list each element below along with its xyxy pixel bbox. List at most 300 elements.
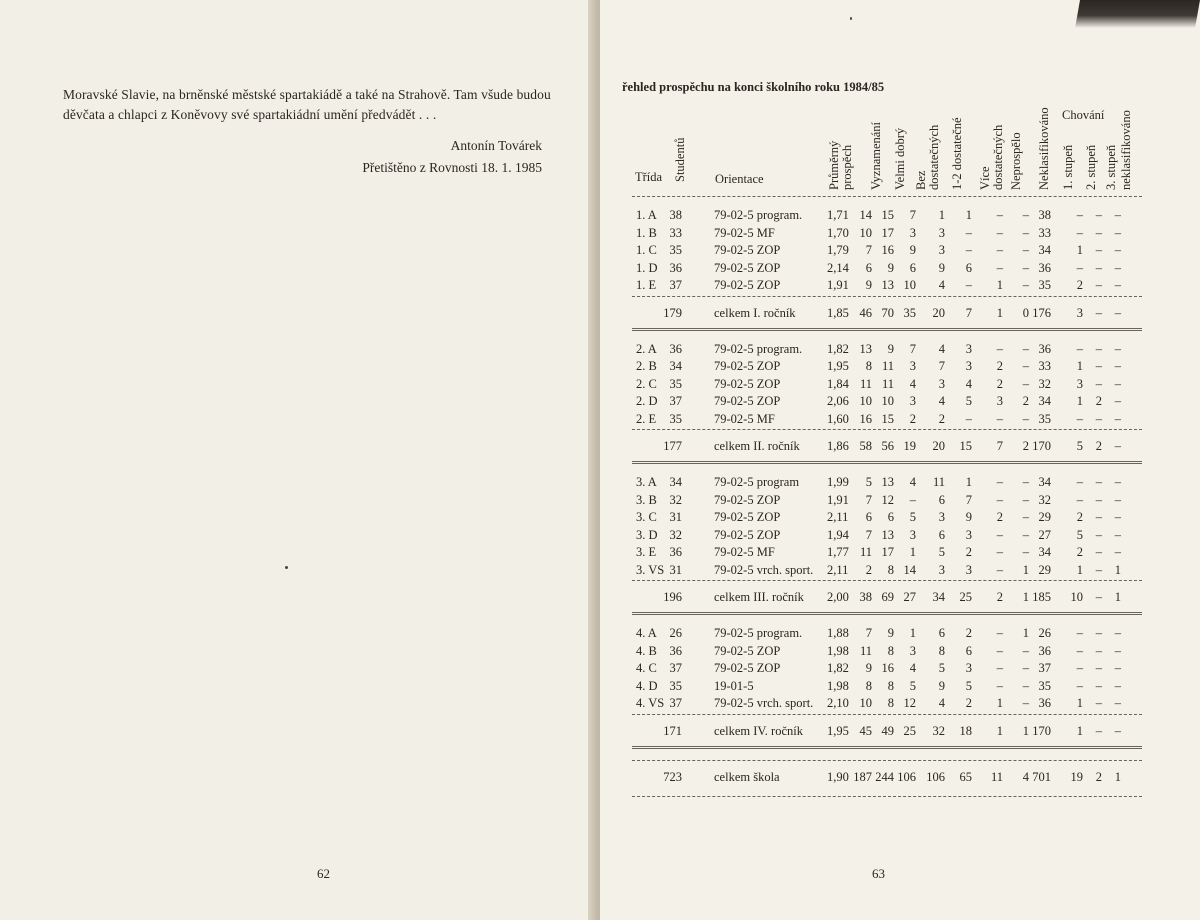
right-page <box>600 0 1200 920</box>
grade-value: 8 <box>865 359 872 373</box>
average-grade: 1,84 <box>827 376 849 391</box>
grade-value: 3 <box>938 510 945 524</box>
grade-value: – <box>1095 678 1102 693</box>
grade-value: – <box>965 278 972 292</box>
grade-value: – <box>1095 545 1102 559</box>
total-value: 15 <box>959 439 972 453</box>
average-grade: 1,82 <box>827 661 849 675</box>
average-grade: 1,91 <box>827 278 849 292</box>
section-rule <box>632 461 1142 464</box>
total-average: 1,90 <box>827 769 849 784</box>
grade-value: 5 <box>965 678 972 693</box>
grade-value: – <box>1114 341 1121 356</box>
grade-value: 1 <box>965 475 972 489</box>
class-name: 3. E <box>636 545 657 559</box>
orientation: 79-02-5 ZOP <box>714 527 781 542</box>
grade-value: 1 <box>1076 696 1083 710</box>
grade-value: – <box>1076 643 1083 658</box>
grade-value: 38 <box>1038 208 1051 222</box>
total-average: 1,85 <box>827 305 849 320</box>
grade-value: 7 <box>865 527 872 542</box>
grade-value: 2 <box>965 626 972 640</box>
grade-value: 3 <box>965 562 972 577</box>
grade-value: 4 <box>938 341 945 356</box>
grade-value: 5 <box>938 545 945 559</box>
grade-value: – <box>1095 376 1102 391</box>
average-grade: 1,98 <box>827 678 849 693</box>
total-value: 32 <box>932 723 945 738</box>
header-neklasifikovano: Neklasifikováno <box>1037 107 1051 190</box>
grade-value: – <box>1114 225 1121 240</box>
section-rule <box>632 612 1142 615</box>
section-rule <box>632 714 1142 715</box>
grade-value: 4 <box>909 376 916 391</box>
header-neprospelo: Neprospělo <box>1009 132 1023 190</box>
section-rule <box>632 580 1142 581</box>
grade-value: 9 <box>909 243 916 257</box>
grade-value: 2 <box>909 411 916 426</box>
total-label: celkem IV. ročník <box>714 723 803 738</box>
class-name: 1. D <box>636 260 658 275</box>
total-value: 19 <box>903 439 916 453</box>
average-grade: 2,14 <box>827 260 849 275</box>
total-value: – <box>1095 590 1102 604</box>
grade-value: – <box>1022 359 1029 373</box>
total-value: 185 <box>1032 590 1051 604</box>
grade-value: 6 <box>965 260 972 275</box>
total-value: 1 <box>1114 590 1121 604</box>
section-rule <box>632 296 1142 297</box>
section-rule <box>632 429 1142 430</box>
total-value: 49 <box>881 723 894 738</box>
grade-value: 2 <box>1022 394 1029 408</box>
grade-value: 11 <box>881 359 894 373</box>
grade-value: – <box>1076 208 1083 222</box>
grade-value: – <box>1022 341 1029 356</box>
grade-value: 29 <box>1038 510 1051 524</box>
orientation: 19-01-5 <box>714 678 754 693</box>
grade-value: 9 <box>965 510 972 524</box>
total-value: 7 <box>996 439 1003 453</box>
total-label: celkem I. ročník <box>714 305 796 320</box>
grade-value: – <box>1095 475 1102 489</box>
grade-value: – <box>1076 411 1083 426</box>
student-count: 37 <box>669 696 682 710</box>
total-value: 1 <box>1022 590 1029 604</box>
grade-value: – <box>1076 661 1083 675</box>
total-students: 179 <box>663 305 682 320</box>
class-name: 4. C <box>636 661 657 675</box>
grade-value: 7 <box>909 341 916 356</box>
header-trida: Třída <box>635 170 663 184</box>
total-value: 4 <box>1022 769 1029 784</box>
total-label: celkem III. ročník <box>714 590 804 604</box>
total-value: 1 <box>1022 723 1029 738</box>
class-name: 2. A <box>636 341 657 356</box>
header-velmi-dobry: Velmi dobrý <box>893 127 907 190</box>
grade-value: 3 <box>965 661 972 675</box>
grade-value: – <box>1022 411 1029 426</box>
page-number-left: 62 <box>317 866 330 881</box>
header-studentu: Studentů <box>673 137 687 182</box>
grade-value: 6 <box>938 492 945 507</box>
grade-value: 26 <box>1038 626 1051 640</box>
grade-value: 15 <box>881 208 894 222</box>
grade-value: 13 <box>881 278 894 292</box>
grade-value: – <box>1095 626 1102 640</box>
total-value: – <box>1095 723 1102 738</box>
average-grade: 1,70 <box>827 225 849 240</box>
grade-value: 9 <box>887 260 894 275</box>
grade-value: 2 <box>996 376 1003 391</box>
grade-value: – <box>1114 626 1121 640</box>
orientation: 79-02-5 ZOP <box>714 643 781 658</box>
total-value: – <box>1095 305 1102 320</box>
grade-value: – <box>1022 492 1029 507</box>
grade-value: 1 <box>938 208 945 222</box>
orientation: 79-02-5 ZOP <box>714 661 781 675</box>
total-value: 170 <box>1032 723 1051 738</box>
grade-value: 2 <box>965 545 972 559</box>
class-name: 3. D <box>636 527 658 542</box>
total-value: 25 <box>903 723 916 738</box>
student-count: 37 <box>669 661 682 675</box>
total-students: 177 <box>663 439 682 453</box>
grade-value: – <box>1114 376 1121 391</box>
grade-value: – <box>1114 278 1121 292</box>
average-grade: 2,11 <box>827 510 849 524</box>
header-chovani: Chování <box>1062 108 1105 122</box>
grade-value: 5 <box>965 394 972 408</box>
grade-value: 8 <box>887 678 894 693</box>
student-count: 36 <box>669 341 682 356</box>
class-name: 3. VS <box>636 562 665 577</box>
header-prumerny: Průměrný <box>827 140 841 190</box>
grade-value: 2 <box>1076 510 1083 524</box>
class-name: 4. D <box>636 678 658 693</box>
header-vice-dostatecnych: dostatečných <box>991 124 1005 190</box>
orientation: 79-02-5 program. <box>714 626 803 640</box>
total-value: 2 <box>1095 769 1102 784</box>
grade-value: 7 <box>865 492 872 507</box>
average-grade: 1,91 <box>827 492 849 507</box>
grade-value: – <box>996 225 1003 240</box>
grade-value: 14 <box>903 562 916 577</box>
orientation: 79-02-5 vrch. sport. <box>714 562 814 577</box>
grade-value: – <box>1076 475 1083 489</box>
grade-value: 5 <box>865 475 872 489</box>
class-name: 3. C <box>636 510 657 524</box>
grade-value: 1 <box>1022 626 1029 640</box>
grade-value: 7 <box>965 492 972 507</box>
grade-value: – <box>1095 510 1102 524</box>
header-2-stupen: 2. stupeň <box>1084 144 1098 190</box>
class-name: 2. D <box>636 394 658 408</box>
orientation: 79-02-5 MF <box>714 545 775 559</box>
grade-value: 3 <box>965 359 972 373</box>
grade-value: 17 <box>881 545 894 559</box>
grade-value: 10 <box>903 278 916 292</box>
paper-speck <box>285 566 288 569</box>
grade-value: 12 <box>903 696 916 710</box>
grade-value: – <box>1114 678 1121 693</box>
grade-value: – <box>1022 260 1029 275</box>
total-students: 196 <box>663 590 682 604</box>
student-count: 36 <box>669 545 682 559</box>
orientation: 79-02-5 ZOP <box>714 243 781 257</box>
grade-value: 2 <box>1095 394 1102 408</box>
total-value: 1 <box>996 305 1003 320</box>
grade-value: – <box>996 475 1003 489</box>
total-value: 106 <box>897 769 916 784</box>
grade-value: 4 <box>909 661 916 675</box>
total-value: 69 <box>881 590 894 604</box>
grade-value: 1 <box>996 696 1003 710</box>
student-count: 36 <box>669 643 682 658</box>
grade-value: 9 <box>865 661 872 675</box>
average-grade: 1,88 <box>827 626 849 640</box>
total-average: 1,95 <box>827 723 849 738</box>
grade-value: – <box>996 341 1003 356</box>
student-count: 31 <box>669 562 682 577</box>
average-grade: 1,71 <box>827 208 849 222</box>
header-3-stupen: 3. stupeň <box>1104 144 1118 190</box>
total-value: 2 <box>996 590 1003 604</box>
grade-value: 9 <box>887 626 894 640</box>
grade-value: – <box>1095 341 1102 356</box>
orientation: 79-02-5 program. <box>714 208 803 222</box>
student-count: 37 <box>669 278 682 292</box>
grade-value: 4 <box>965 376 972 391</box>
grade-value: – <box>1095 225 1102 240</box>
grade-value: – <box>1022 208 1029 222</box>
class-name: 3. A <box>636 475 657 489</box>
total-value: 0 <box>1022 305 1029 320</box>
grade-value: – <box>1022 376 1029 391</box>
grade-value: 5 <box>909 678 916 693</box>
orientation: 79-02-5 ZOP <box>714 376 781 391</box>
grade-value: – <box>1095 278 1102 292</box>
grade-value: 11 <box>859 545 872 559</box>
total-value: 176 <box>1032 305 1051 320</box>
grade-value: – <box>1114 492 1121 507</box>
total-value: 45 <box>859 723 872 738</box>
grade-value: 13 <box>859 341 872 356</box>
grade-value: – <box>1022 243 1029 257</box>
scan-shadow <box>1075 0 1200 28</box>
total-value: 244 <box>875 769 894 784</box>
grade-value: – <box>1022 510 1029 524</box>
total-value: – <box>1114 723 1121 738</box>
student-count: 31 <box>669 510 682 524</box>
grade-value: 36 <box>1038 341 1051 356</box>
grade-value: 36 <box>1038 260 1051 275</box>
total-value: 2 <box>1022 439 1029 453</box>
grade-value: 1 <box>909 545 916 559</box>
grade-value: 2 <box>965 696 972 710</box>
grade-value: 3 <box>938 225 945 240</box>
grade-value: – <box>1022 225 1029 240</box>
grade-value: 10 <box>859 394 872 408</box>
total-value: 20 <box>932 439 945 453</box>
grade-value: – <box>1114 661 1121 675</box>
grade-value: – <box>1095 411 1102 426</box>
class-name: 4. VS <box>636 696 665 710</box>
orientation: 79-02-5 vrch. sport. <box>714 696 814 710</box>
class-name: 2. C <box>636 376 657 391</box>
total-value: 1 <box>1076 723 1083 738</box>
grade-value: 8 <box>865 678 872 693</box>
total-value: 27 <box>903 590 916 604</box>
grade-value: 10 <box>859 696 872 710</box>
orientation: 79-02-5 ZOP <box>714 394 781 408</box>
total-value: 3 <box>1076 305 1083 320</box>
total-label: celkem II. ročník <box>714 439 800 453</box>
average-grade: 1,98 <box>827 643 849 658</box>
grade-value: – <box>965 243 972 257</box>
grade-value: 34 <box>1038 394 1051 408</box>
total-value: 46 <box>859 305 872 320</box>
header-1-2-dostatecne: 1-2 dostatečné <box>950 117 964 190</box>
grade-value: 11 <box>881 376 894 391</box>
grade-value: 2 <box>996 510 1003 524</box>
student-count: 34 <box>669 475 682 489</box>
grade-value: – <box>965 225 972 240</box>
grade-value: 9 <box>938 260 945 275</box>
grade-value: 14 <box>859 208 872 222</box>
grade-value: – <box>1114 510 1121 524</box>
reprint-note: Přetištěno z Rovnosti 18. 1. 1985 <box>362 160 542 175</box>
grade-value: – <box>1076 678 1083 693</box>
total-value: 5 <box>1076 439 1083 453</box>
total-value: 701 <box>1032 769 1051 784</box>
grade-value: 3 <box>909 225 916 240</box>
grade-value: 6 <box>865 510 872 524</box>
grade-value: 1 <box>1076 243 1083 257</box>
grade-value: 8 <box>887 562 894 577</box>
grade-value: 8 <box>887 643 894 658</box>
grade-value: 34 <box>1038 545 1051 559</box>
total-value: 170 <box>1032 439 1051 453</box>
total-value: 58 <box>859 439 872 453</box>
grade-value: – <box>1114 475 1121 489</box>
class-name: 1. C <box>636 243 657 257</box>
grade-value: 36 <box>1038 696 1051 710</box>
header-vice: Více <box>978 166 992 190</box>
grade-value: 32 <box>1038 376 1051 391</box>
grade-value: – <box>996 208 1003 222</box>
class-name: 1. A <box>636 208 657 222</box>
total-value: 20 <box>932 305 945 320</box>
grade-value: – <box>1095 527 1102 542</box>
grade-value: 10 <box>859 225 872 240</box>
grade-value: 15 <box>881 411 894 426</box>
grade-value: 34 <box>1038 243 1051 257</box>
grade-value: – <box>996 562 1003 577</box>
grade-value: 3 <box>938 243 945 257</box>
grade-value: 2 <box>1076 545 1083 559</box>
total-label: celkem škola <box>714 769 780 784</box>
grade-value: 4 <box>909 475 916 489</box>
average-grade: 2,06 <box>827 394 849 408</box>
average-grade: 1,94 <box>827 527 849 542</box>
student-count: 35 <box>669 411 682 426</box>
total-value: 18 <box>959 723 972 738</box>
total-value: 19 <box>1070 769 1083 784</box>
grade-value: – <box>1114 643 1121 658</box>
grade-value: 16 <box>859 411 872 426</box>
orientation: 79-02-5 MF <box>714 411 775 426</box>
grade-value: 6 <box>965 643 972 658</box>
orientation: 79-02-5 ZOP <box>714 359 781 373</box>
total-value: 106 <box>926 769 945 784</box>
grade-value: 5 <box>1076 527 1083 542</box>
grade-value: – <box>1095 562 1102 577</box>
grade-value: 13 <box>881 475 894 489</box>
student-count: 35 <box>669 243 682 257</box>
grade-value: 1 <box>1076 394 1083 408</box>
student-count: 33 <box>669 225 682 240</box>
grade-value: 3 <box>938 562 945 577</box>
grade-value: – <box>965 411 972 426</box>
grade-value: – <box>996 678 1003 693</box>
grade-value: 7 <box>938 359 945 373</box>
total-average: 1,86 <box>827 439 849 453</box>
orientation: 79-02-5 program. <box>714 341 803 356</box>
grade-value: – <box>1114 208 1121 222</box>
grade-value: – <box>1114 545 1121 559</box>
grade-value: 7 <box>865 243 872 257</box>
table-title: řehled prospěchu na konci školního roku 1984/85 <box>622 80 885 94</box>
grade-value: 8 <box>938 643 945 658</box>
grade-value: 7 <box>909 208 916 222</box>
average-grade: 1,79 <box>827 243 849 257</box>
grade-value: 3 <box>909 643 916 658</box>
grade-value: 6 <box>938 527 945 542</box>
grade-value: – <box>996 545 1003 559</box>
grade-value: – <box>996 260 1003 275</box>
grade-value: 3 <box>1076 376 1083 391</box>
total-value: 35 <box>903 305 916 320</box>
header-bez-dostatecnych: dostatečných <box>927 124 941 190</box>
class-name: 3. B <box>636 492 657 507</box>
student-count: 32 <box>669 492 682 507</box>
total-value: 187 <box>853 769 872 784</box>
grade-value: – <box>1114 696 1121 710</box>
total-students: 723 <box>663 769 682 784</box>
student-count: 26 <box>669 626 682 640</box>
grade-value: – <box>1022 678 1029 693</box>
student-count: 34 <box>669 359 682 373</box>
grade-value: 35 <box>1038 678 1051 693</box>
grade-value: 1 <box>909 626 916 640</box>
grade-value: – <box>1076 225 1083 240</box>
section-rule <box>632 746 1142 749</box>
paper-speck <box>850 17 852 20</box>
header-neklasifikovano-2: neklasifikováno <box>1119 110 1133 190</box>
grade-value: 34 <box>1038 475 1051 489</box>
header-rule <box>632 196 1142 197</box>
grade-value: – <box>1114 260 1121 275</box>
grade-value: 8 <box>887 696 894 710</box>
total-value: 70 <box>881 305 894 320</box>
header-prospech: prospěch <box>840 144 854 190</box>
grade-value: 37 <box>1038 661 1051 675</box>
total-value: – <box>1114 305 1121 320</box>
grade-value: – <box>1114 394 1121 408</box>
grade-value: 3 <box>996 394 1003 408</box>
grade-value: 1 <box>1114 562 1121 577</box>
